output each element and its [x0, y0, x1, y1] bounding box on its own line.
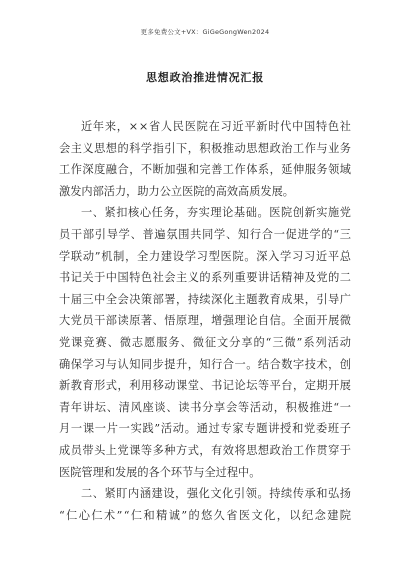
document-title: 思想政治推进情况汇报: [146, 71, 264, 84]
text-line: 十届三中全会决策部署，持续深化主题教育成果，引导广: [59, 292, 352, 306]
paragraph-1: [59, 116, 351, 202]
header-note: 更多免费公文+VX：GiGeGongWen2024: [140, 28, 270, 36]
text-line: 书记关于中国特色社会主义的系列重要讲话精神及党的二: [59, 271, 352, 285]
text-line: 工作深度融合，不断加强和完善工作体系，延伸服务领域: [59, 163, 352, 177]
text-line: 月一课一片一实践”活动。通过专家专题讲授和党委班子: [59, 422, 352, 436]
document-body: [59, 116, 351, 526]
text-line: 会主义思想的科学指引下，积极推动思想政治工作与业务: [59, 141, 352, 155]
paragraph-2: [59, 202, 351, 483]
text-line: 大党员干部读原著、悟原理，增强理论自信。全面开展微: [59, 314, 352, 328]
paragraph-3: [59, 483, 351, 526]
text-line: 医院管理和发展的各个环节与全过程中。: [59, 465, 261, 479]
text-line: “仁心仁术”“仁和精诚”的悠久省医文化，以纪念建院: [59, 508, 353, 522]
text-line: 二、紧盯内涵建设，强化文化引领。持续传承和弘扬: [81, 487, 352, 501]
text-line: 近年来，××省人民医院在习近平新时代中国特色社: [81, 120, 352, 133]
text-line: 学联动”机制，全力建设学习型医院。深入学习习近平总: [59, 249, 352, 263]
text-line: 激发内部活力，助力公立医院的高效高质发展。: [59, 184, 294, 198]
text-line: 员干部引导学、普遍氛围共同学、知行合一促进学的“三: [59, 227, 352, 241]
text-line: 青年讲坛、清风座谈、读书分享会等活动，积极推进“一: [59, 400, 352, 414]
text-line: 确保学习与认知同步提升，知行合一。结合数字技术，创: [59, 357, 352, 371]
text-line: 成员带头上党课等多种方式，有效将思想政治工作贯穿于: [59, 443, 352, 457]
text-line: 一、紧扣核心任务，夯实理论基础。医院创新实施党: [81, 206, 352, 220]
text-line: 党课竞赛、微志愿服务、微征文分享的“三微”系列活动: [59, 335, 352, 349]
text-line: 新教育形式，利用移动课堂、书记论坛等平台，定期开展: [59, 379, 352, 393]
